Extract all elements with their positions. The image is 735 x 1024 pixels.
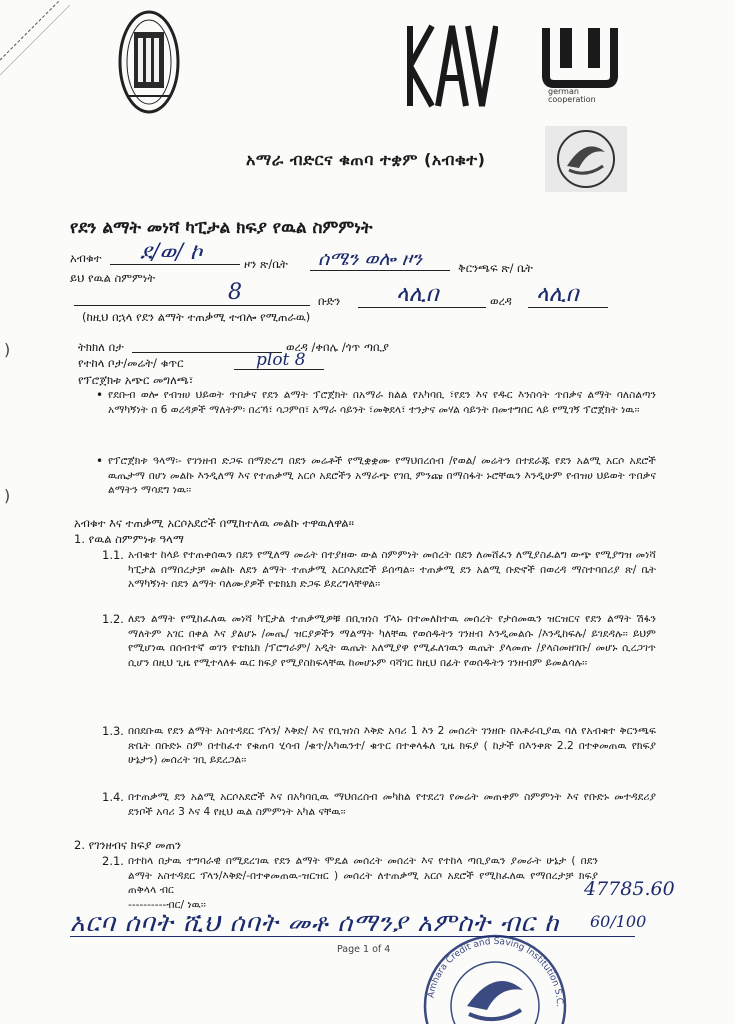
acsi-logo-icon [545, 126, 627, 192]
planting-site-label: ትክክለ በታ [78, 340, 124, 354]
clause-1-1: አብቁተ ከላይ የተጠቀሰዉን በደን የሚለማ መሬት በተያዘው ውል ስምምነት መሰረት በደን ለመሸፈን ለሚያስፈልግ ውጭ የሚያግዝ መነሻ ካፒታል በማበረታቻ መልኩ ለደን ልማት ተጠቃሚ አርሶአደሮች ይሰጣል፡፡ ተጠቃሚ ደን አልሚ ቡድኖች በወረዳ ማስተባበሪያ ጽ/ ቤት አማካኝነት በደን ልማት ባለሙያዎች የቴክኒክ ድጋፍ ይደረግላቸዋል፡፡ [128, 549, 656, 590]
bullet-icon: • [96, 388, 104, 402]
clause-1-2-number: 1.2. [102, 612, 124, 626]
institution-stamp-icon [395, 896, 595, 1024]
group-no-handwritten: 8 [228, 280, 242, 305]
german-cooperation-text: german cooperation [548, 87, 596, 104]
beneficiary-note: (ከዚህ በኋላ የደን ልማት ተጠቃሚ ተብሎ የሚጠራዉ) [82, 310, 311, 324]
group-no-underline [74, 305, 310, 306]
clause-1-1-number: 1.1. [102, 548, 124, 562]
clause-2-1: በተከላ በታዉ ተግባራዊ በሚደረገዉ የደን ልማት ሞዴል መሰረት መሰረት እና የተከላ ጣቢያዉን ያመራት ሁኔታ ( በደን ልማት አስተዳደር ፕላን/እቅድ/-በተቀመጠዉ-ዝርዝር ) መሰረት ለተጠቃሚ አርሶ አደሮች የሚከፈለዉ የማበረታቻ ክፍያ ጠቅላላ ብር [128, 855, 598, 896]
clause-1-4-number: 1.4. [102, 790, 124, 804]
zone-label: ዞን ጽ/ቤት [244, 257, 288, 271]
margin-mark: ) [4, 340, 11, 359]
clause-1-4: በተጠቃሚ ደን አልሚ አርሶአደሮች እና በአካባቢዉ ማህበረሰብ መካከል የተደረገ የመሬት መጠቀም ስምምነት እና የቡድኑ መተዳደሪያ ደንቦች አባሪ 3 እና 4 የዚህ ዉል ስምምነት አካል ናቸዉ፡፡ [128, 791, 656, 818]
bullet-icon: • [96, 454, 104, 468]
agreement-label: ይህ የዉል ስምምነት [70, 271, 156, 285]
document-title: የደን ልማት መነሻ ካፒታል ክፍያ የዉል ስምምነት [70, 218, 373, 238]
project-summary-label: የፕሮጀክቱ አጭር መግለጫ፣ [78, 373, 194, 387]
woreda-handwritten: ላሊበ [536, 282, 579, 307]
project-bullet-1: የደቡብ ወሎ የብዝሀ ህይወት ጥበቃና የደን ልማት ፕሮጀክት በአማራ ክልል የአካባቢ ፣የደን እና የዱር እንስሳት ጥበቃና ልማት ባለስልጣን አማካኝነት በ 6 ወረዳዎች ማለትም፡ በረኻ፣ ሳጋምበ፣ አማራ ሳይንት ፣መቅደላ፣ ተንታና መሃል ሳይንት በመተግበር ላይ የሚገኝ ፕሮጀክት ነዉ፡፡ [108, 389, 656, 416]
group-label: ቡድን [318, 294, 341, 308]
zone-underline [310, 270, 450, 271]
amount-in-words-handwritten: አርባ ሰባት ሺህ ሰባት መቶ ሰማንያ አምስት ብር ከ [70, 908, 560, 937]
sub-branch-label: ቅርንጫፍ ጽ/ ቤት [458, 261, 533, 275]
woreda-label: ወረዳ [490, 294, 512, 308]
group-handwritten: ላሊበ [396, 282, 439, 307]
cents-handwritten: 60/100 [590, 912, 647, 931]
clause-1-2: ለደን ልማት የሚከፈለዉ መነሻ ካፒታል ተጠቃሚዎቹ በቢዝነስ ፕላኑ በተመለከተዉ መሰረት የታሰመዉን ዝርዝርና የደን ልማት ሽፋን ማለትም አገር በቀል እና ያልሆኑ /መጤ/ ዝርያዎችን ማልማት ካለቸዉ የወሰዱትን ገንዘብ እንዲመልሱ /እንዲከፍሉ/ ይገደዳሉ፡፡ ይህም የሚሆነዉ በሰብተኛ ወገን የቴክኒክ /ፕሮግራም/ አዲት ዉጤት አለሚያዋ የሚፈለገዉን ዉጤት ያላመጡ /ያላስመዘገቡ/ መሆኑ ሲረጋገጥ ሲሆን በዚህ ጊዜ የሚተላለፉ ዉር ክፍያ የሚያስከፍላቸዉ ከመሆኑም ባሻገር ከዚህ በፊት የወሰዱትን ገንዘብም ይመልሳሉ፡፡ [128, 613, 656, 669]
planting-site-detail-label: ወረዳ /ቀበሌ /ጎጥ ጣቢያ [286, 340, 389, 354]
stamp-text: Amhara Credit and Saving Institution S.C. [426, 936, 565, 1008]
header-logos [0, 8, 735, 118]
plot-number-label: የተከላ ቦታ/መሬት/ ቁጥር [78, 356, 184, 370]
clause-2-1-number: 2.1. [102, 854, 124, 868]
section-1-heading: 1. የዉል ስምምነቱ ዓላማ [74, 532, 184, 546]
kav-logo-icon [402, 20, 498, 112]
project-bullet-2: የፕሮጀክቱ ዓላማ፡- የገንዘብ ድጋፍ በማድረግ በደን መሬቶች የሚቋቋሙ የማህበረሰብ /የወል/ መሬትን በተደራጁ የደን አልሚ አርሶ አደሮች ዉጤታማ በሆነ መልኩ እንዲለማ እና የተጠቃሚ አርሶ አደሮችን አማራጭ የገቢ ምንጩ በማስፋት ኑሮቸዉን እንዲሁም የብዝሀ ህይወት ጥበቃና ልማትን ማሳደግ ነዉ፡፡ [108, 455, 656, 496]
parties-intro: አብቁተ እና ተጠቃሚ አርሶአደሮች በሚከተለዉ መልኩ ተዋዉለዋል፡፡ [74, 516, 355, 530]
page-number: Page 1 of 4 [337, 944, 391, 955]
woreda-underline [528, 307, 608, 308]
total-amount-handwritten: 47785.60 [584, 878, 675, 900]
clause-2-1-tail: ----------ብር/ ነዉ፡፡ [128, 899, 206, 911]
plot-handwritten: plot 8 [256, 350, 306, 370]
zone-handwritten: ሰሜን ወሎ ዞን [318, 248, 423, 270]
organization-title: አማራ ብድርና ቁጠባ ተቋም (አብቁተ) [246, 150, 486, 169]
plot-underline [234, 369, 324, 370]
clause-1-3: በበደቡዉ የደን ልማት አስተዳደር ፕላን/ እቅድ/ እና የቢዝነስ እቅድ አባሪ 1 እን 2 መሰረት ገንዘቡ በአቶራቢያዉ ባለ የአብቁተ ቅርንጫፍ ጽቤት በቡድኑ ስም በተከፈተ የቁጠባ ሂሳብ /ቁጥ/አካዉንተ/ ቁጥር በተቀላፋለ ጊዜ ክፍያ ( ከታች በእንቀጽ 2.2 በተቀመጠዉ የክፍያ ሁኔታን) መሰረት ገቢ ይደረጋል፡፡ [128, 725, 656, 766]
branch-handwritten: ደ/ወ/ ኮ [140, 240, 203, 265]
group-underline [358, 307, 486, 308]
section-2-heading: 2. የገንዘብና ክፍያ መጠን [74, 838, 182, 852]
clause-1-3-number: 1.3. [102, 724, 124, 738]
building-logo-icon [118, 10, 180, 114]
branch-label: አብቁተ [70, 251, 102, 265]
margin-mark: ) [4, 486, 11, 505]
